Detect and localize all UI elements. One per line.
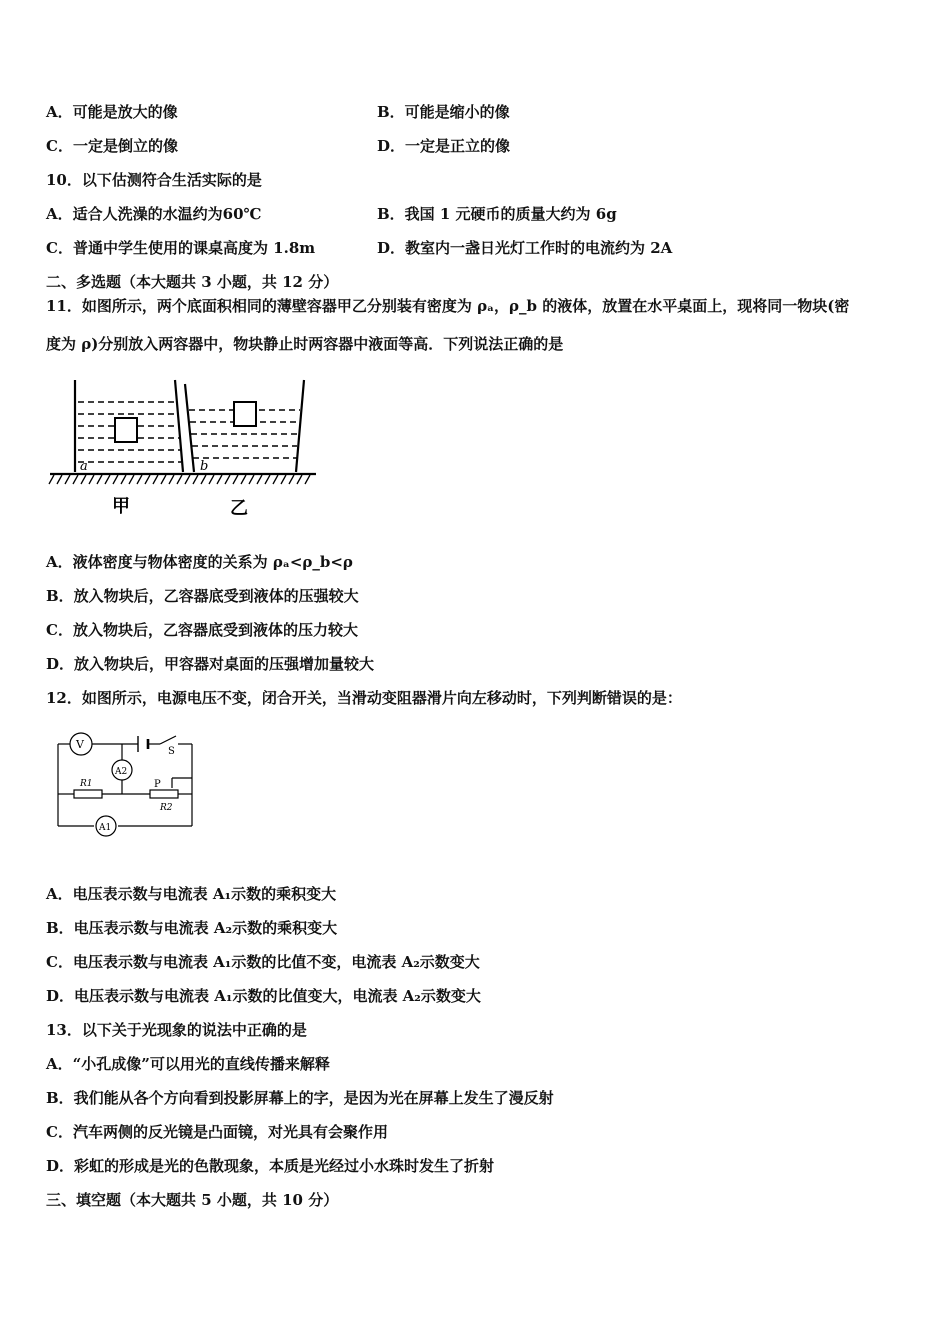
q13-option-d: D．彩虹的形成是光的色散现象，本质是光经过小水珠时发生了折射 [46, 1157, 495, 1175]
q10-option-d: D．教室内一盏日光灯工作时的电流约为 2A [377, 239, 673, 257]
section2-title: 二、多选题（本大题共 3 小题，共 12 分） [46, 273, 339, 291]
q13-option-b: B．我们能从各个方向看到投影屏幕上的字，是因为光在屏幕上发生了漫反射 [46, 1089, 554, 1107]
q11-stem-line1: 11．如图所示，两个底面积相同的薄壁容器甲乙分别装有密度为 ρₐ，ρ_b 的液体，放置在水平桌面上，现将同一物块(密 [46, 297, 850, 315]
q13-stem: 13．以下关于光现象的说法中正确的是 [46, 1021, 307, 1039]
q10-stem: 10．以下估测符合生活实际的是 [46, 171, 262, 189]
q12-switch-label: S [168, 746, 175, 757]
q12-option-a: A．电压表示数与电流表 A₁示数的乘积变大 [46, 885, 337, 903]
q11-option-a: A．液体密度与物体密度的关系为 ρₐ<ρ_b<ρ [46, 553, 353, 571]
q12-ammeter2-label: A2 [115, 767, 128, 777]
q13-option-c: C．汽车两侧的反光镜是凸面镜，对光具有会聚作用 [46, 1123, 388, 1141]
q12-r2-label: R2 [160, 803, 173, 813]
q11-option-c: C．放入物块后，乙容器底受到液体的压力较大 [46, 621, 358, 639]
q11-containers-figure [46, 374, 326, 524]
q12-stem: 12．如图所示，电源电压不变，闭合开关，当滑动变阻器滑片向左移动时，下列判断错误的是： [46, 689, 682, 707]
q11-label-jia: 甲 [112, 496, 130, 517]
q12-voltmeter-label: V [76, 738, 84, 751]
q11-option-b: B．放入物块后，乙容器底受到液体的压强较大 [46, 587, 359, 605]
section3-title: 三、填空题（本大题共 5 小题，共 10 分） [46, 1191, 339, 1209]
q11-mark-a: a [80, 459, 88, 474]
q12-circuit-figure [52, 728, 202, 843]
q12-option-b: B．电压表示数与电流表 A₂示数的乘积变大 [46, 919, 338, 937]
q12-ammeter1-label: A1 [99, 823, 112, 833]
q11-stem-line2: 度为 ρ)分别放入两容器中，物块静止时两容器中液面等高．下列说法正确的是 [46, 335, 564, 353]
q11-label-yi: 乙 [230, 498, 248, 519]
q12-r1-label: R1 [80, 779, 93, 789]
q9-option-b: B．可能是缩小的像 [377, 103, 510, 121]
q10-option-b: B．我国 1 元硬币的质量大约为 6g [377, 205, 617, 223]
q9-option-a: A．可能是放大的像 [46, 103, 178, 121]
q13-option-a: A．“小孔成像”可以用光的直线传播来解释 [46, 1055, 330, 1073]
q12-option-c: C．电压表示数与电流表 A₁示数的比值不变，电流表 A₂示数变大 [46, 953, 480, 971]
q10-option-a: A．适合人洗澡的水温约为60℃ [46, 205, 262, 223]
q12-slider-label: P [154, 779, 161, 790]
q9-option-c: C．一定是倒立的像 [46, 137, 178, 155]
q9-option-d: D．一定是正立的像 [377, 137, 511, 155]
q11-mark-b: b [200, 459, 209, 474]
q11-option-d: D．放入物块后，甲容器对桌面的压强增加量较大 [46, 655, 375, 673]
q12-option-d: D．电压表示数与电流表 A₁示数的比值变大，电流表 A₂示数变大 [46, 987, 481, 1005]
q10-option-c: C．普通中学生使用的课桌高度为 1.8m [46, 239, 316, 257]
